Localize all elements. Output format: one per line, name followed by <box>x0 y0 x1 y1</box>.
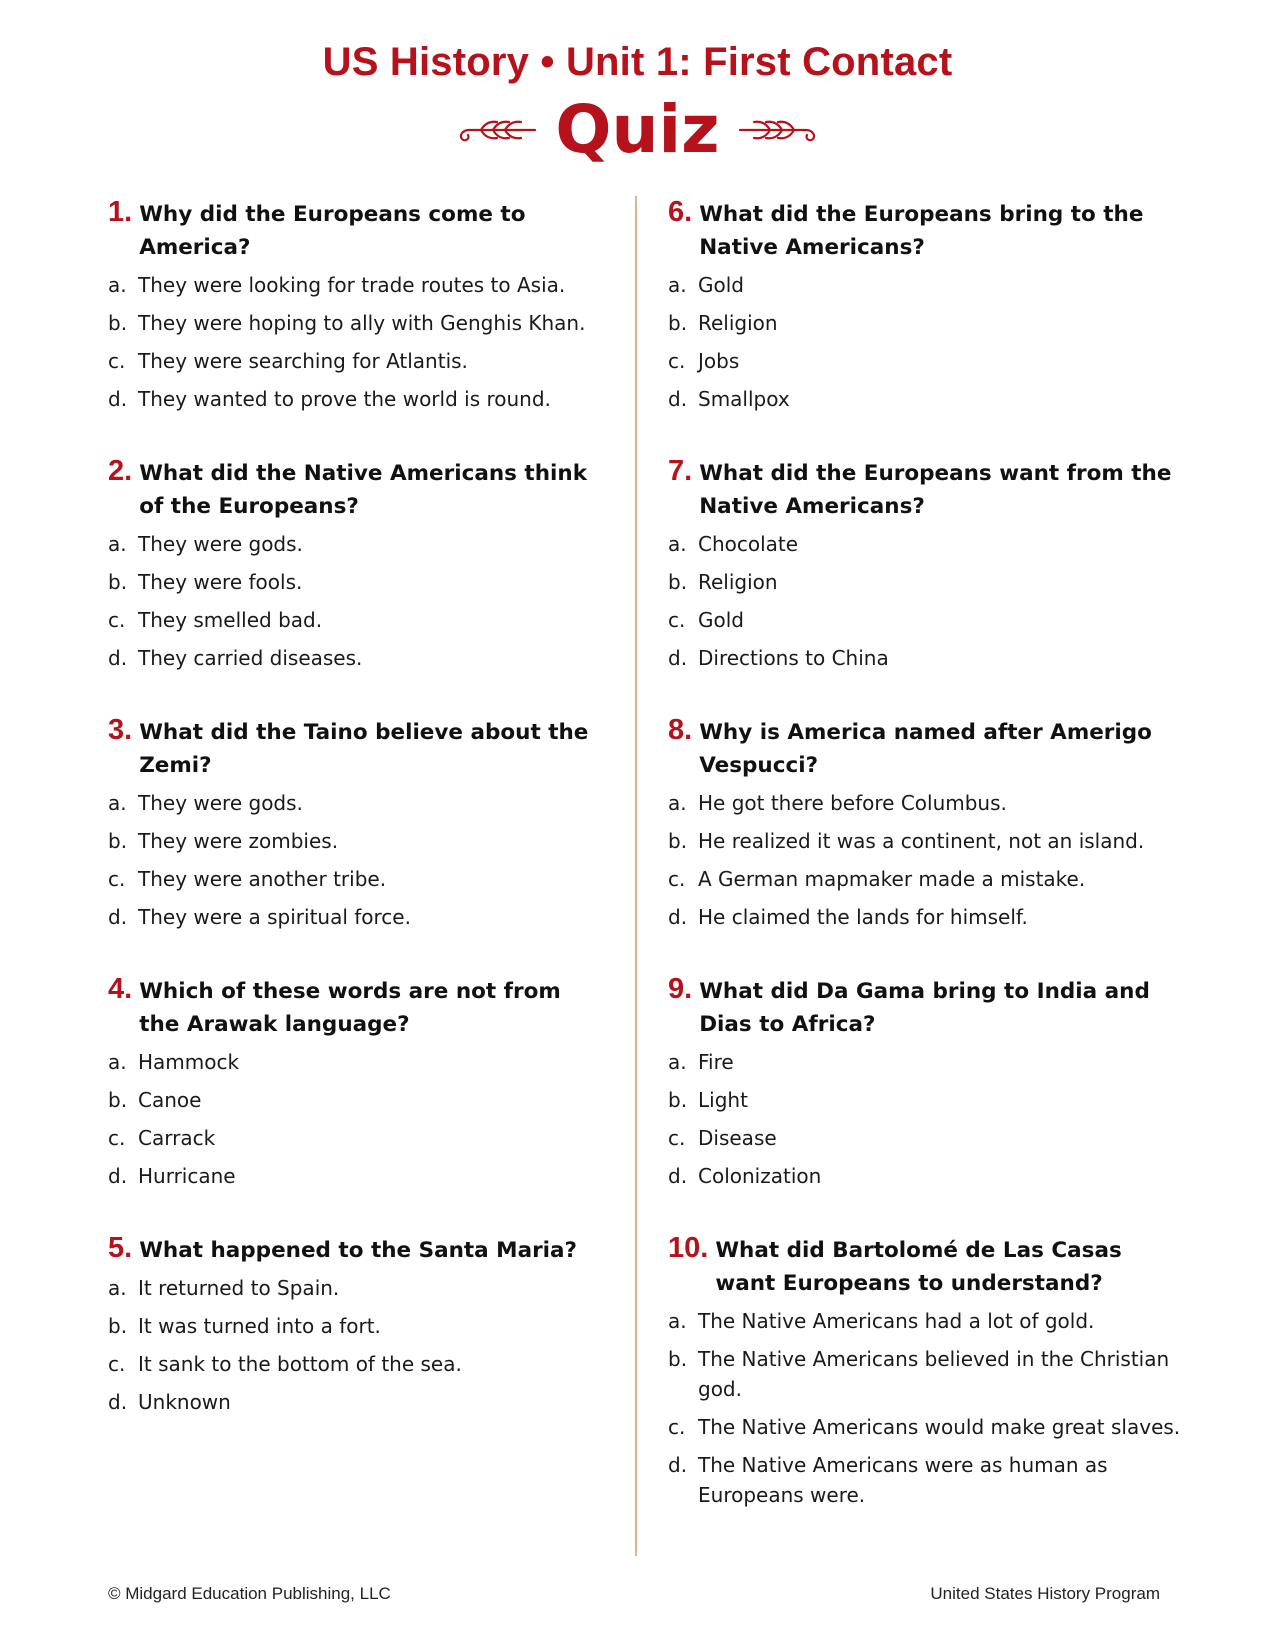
option-text: The Native Americans had a lot of gold. <box>698 1309 1095 1333</box>
left-column <box>108 196 608 1458</box>
option-letter: d. <box>108 1390 128 1414</box>
option-text: They were looking for trade routes to Asia. <box>138 273 566 297</box>
question-text: What happened to the Santa Maria? <box>139 1238 578 1263</box>
question <box>668 196 1188 414</box>
program-footer: United States History Program <box>930 1584 1160 1603</box>
option-letter: a. <box>108 273 127 297</box>
option-text: They wanted to prove the world is round. <box>138 387 551 411</box>
option-text: Religion <box>698 311 778 335</box>
question-number: 8. <box>668 714 693 746</box>
question-number: 6. <box>668 196 693 228</box>
question-number: 7. <box>668 455 693 487</box>
option-letter: b. <box>108 829 128 853</box>
option-letter: c. <box>668 608 686 632</box>
question <box>108 455 608 673</box>
option-letter: b. <box>668 311 688 335</box>
answer-option <box>108 1047 608 1077</box>
answer-option <box>668 1161 1188 1191</box>
answer-option <box>668 826 1188 856</box>
option-letter: c. <box>668 1415 686 1439</box>
answer-option <box>668 1047 1188 1077</box>
option-letter: d. <box>668 1164 688 1188</box>
option-text: Disease <box>698 1126 777 1150</box>
question-text: Why is America named after Amerigo Vespucci? <box>699 720 1152 778</box>
answer-option <box>668 788 1188 818</box>
answer-option <box>668 605 1188 635</box>
option-letter: d. <box>668 1453 688 1477</box>
option-letter: c. <box>108 608 126 632</box>
copyright-footer: © Midgard Education Publishing, LLC <box>108 1584 391 1603</box>
option-text: They were a spiritual force. <box>138 905 411 929</box>
option-letter: d. <box>108 387 128 411</box>
question <box>668 973 1188 1191</box>
option-text: A German mapmaker made a mistake. <box>698 867 1086 891</box>
option-letter: d. <box>668 646 688 670</box>
option-letter: d. <box>668 905 688 929</box>
question-text: What did Bartolomé de Las Casas want Europeans to understand? <box>715 1238 1122 1296</box>
option-text: It was turned into a fort. <box>138 1314 381 1338</box>
option-text: Jobs <box>698 349 740 373</box>
column-divider <box>635 196 637 1556</box>
option-text: They were gods. <box>138 532 303 556</box>
answer-option <box>108 1161 608 1191</box>
option-text: Hurricane <box>138 1164 236 1188</box>
option-text: They carried diseases. <box>138 646 363 670</box>
question-text: What did Da Gama bring to India and Dias to Africa? <box>699 979 1150 1037</box>
option-text: They were fools. <box>138 570 303 594</box>
answer-option <box>668 1412 1188 1442</box>
answer-option <box>108 605 608 635</box>
option-text: They smelled bad. <box>138 608 323 632</box>
option-letter: b. <box>668 570 688 594</box>
question-text: What did the Taino believe about the Zemi? <box>139 720 589 778</box>
option-text: He got there before Columbus. <box>698 791 1007 815</box>
question-text: What did the Europeans want from the Native Americans? <box>699 461 1172 519</box>
option-letter: d. <box>668 387 688 411</box>
option-letter: c. <box>668 867 686 891</box>
option-letter: c. <box>108 1352 126 1376</box>
option-letter: d. <box>108 905 128 929</box>
answer-option <box>668 270 1188 300</box>
answer-option <box>108 788 608 818</box>
answer-option <box>668 308 1188 338</box>
option-letter: c. <box>108 867 126 891</box>
answer-option <box>668 1450 1188 1510</box>
option-letter: c. <box>108 349 126 373</box>
answer-option <box>108 567 608 597</box>
option-letter: b. <box>108 1314 128 1338</box>
option-letter: b. <box>668 829 688 853</box>
option-letter: b. <box>108 570 128 594</box>
page-header <box>0 42 1275 172</box>
answer-option <box>668 346 1188 376</box>
question-text: Which of these words are not from the Arawak language? <box>139 979 561 1037</box>
option-letter: b. <box>668 1088 688 1112</box>
option-letter: c. <box>668 1126 686 1150</box>
option-letter: b. <box>108 1088 128 1112</box>
answer-option <box>668 567 1188 597</box>
option-text: Fire <box>698 1050 734 1074</box>
option-letter: c. <box>108 1126 126 1150</box>
question <box>668 455 1188 673</box>
option-letter: a. <box>108 1050 127 1074</box>
left-flourish-icon <box>455 115 537 145</box>
page-title: Quiz <box>555 91 720 168</box>
answer-option <box>108 1273 608 1303</box>
option-text: The Native Americans would make great slaves. <box>698 1415 1181 1439</box>
question-number: 9. <box>668 973 693 1005</box>
option-text: They were another tribe. <box>138 867 387 891</box>
answer-option <box>108 529 608 559</box>
option-text: The Native Americans believed in the Christian god. <box>698 1347 1170 1401</box>
option-text: Religion <box>698 570 778 594</box>
question-text: What did the Native Americans think of the Europeans? <box>139 461 587 519</box>
question-text: What did the Europeans bring to the Native Americans? <box>699 202 1144 260</box>
option-letter: d. <box>108 1164 128 1188</box>
answer-option <box>668 529 1188 559</box>
option-text: He claimed the lands for himself. <box>698 905 1028 929</box>
answer-option <box>108 1387 608 1417</box>
option-text: Gold <box>698 608 744 632</box>
option-text: Colonization <box>698 1164 822 1188</box>
answer-option <box>108 384 608 414</box>
question <box>108 973 608 1191</box>
option-text: They were zombies. <box>138 829 339 853</box>
question <box>668 1232 1188 1510</box>
option-letter: a. <box>668 791 687 815</box>
option-text: Unknown <box>138 1390 231 1414</box>
question <box>108 1232 608 1417</box>
option-letter: a. <box>108 532 127 556</box>
option-text: Light <box>698 1088 748 1112</box>
option-letter: c. <box>668 349 686 373</box>
answer-option <box>668 1123 1188 1153</box>
option-text: Canoe <box>138 1088 202 1112</box>
option-text: Hammock <box>138 1050 240 1074</box>
question-text: Why did the Europeans come to America? <box>139 202 526 260</box>
answer-option <box>108 643 608 673</box>
answer-option <box>668 1085 1188 1115</box>
answer-option <box>108 1349 608 1379</box>
question <box>108 196 608 414</box>
question <box>668 714 1188 932</box>
option-text: They were hoping to ally with Genghis Khan. <box>138 311 586 335</box>
answer-option <box>668 864 1188 894</box>
option-letter: d. <box>108 646 128 670</box>
answer-option <box>108 308 608 338</box>
title-row <box>0 88 1275 172</box>
question-number: 5. <box>108 1232 133 1264</box>
question-number: 10. <box>668 1232 709 1264</box>
option-text: It sank to the bottom of the sea. <box>138 1352 462 1376</box>
right-flourish-icon <box>738 115 820 145</box>
option-text: The Native Americans were as human as Europeans were. <box>698 1453 1108 1507</box>
option-text: He realized it was a continent, not an island. <box>698 829 1145 853</box>
answer-option <box>108 1085 608 1115</box>
option-letter: a. <box>668 532 687 556</box>
question-number: 1. <box>108 196 133 228</box>
option-text: Carrack <box>138 1126 216 1150</box>
question <box>108 714 608 932</box>
option-letter: b. <box>668 1347 688 1371</box>
option-letter: a. <box>668 273 687 297</box>
option-text: Directions to China <box>698 646 889 670</box>
answer-option <box>108 826 608 856</box>
answer-option <box>668 643 1188 673</box>
option-text: Smallpox <box>698 387 790 411</box>
unit-subtitle: US History • Unit 1: First Contact <box>322 40 953 84</box>
answer-option <box>668 384 1188 414</box>
question-number: 3. <box>108 714 133 746</box>
question-number: 2. <box>108 455 133 487</box>
option-letter: a. <box>108 1276 127 1300</box>
question-number: 4. <box>108 973 133 1005</box>
answer-option <box>668 1344 1188 1404</box>
right-column <box>668 196 1188 1551</box>
answer-option <box>108 1123 608 1153</box>
answer-option <box>108 346 608 376</box>
answer-option <box>668 1306 1188 1336</box>
answer-option <box>108 270 608 300</box>
option-text: Chocolate <box>698 532 799 556</box>
option-letter: a. <box>108 791 127 815</box>
answer-option <box>108 902 608 932</box>
answer-option <box>108 864 608 894</box>
option-text: They were gods. <box>138 791 303 815</box>
answer-option <box>108 1311 608 1341</box>
option-text: It returned to Spain. <box>138 1276 340 1300</box>
option-text: They were searching for Atlantis. <box>138 349 468 373</box>
option-letter: a. <box>668 1050 687 1074</box>
option-text: Gold <box>698 273 744 297</box>
answer-option <box>668 902 1188 932</box>
option-letter: a. <box>668 1309 687 1333</box>
option-letter: b. <box>108 311 128 335</box>
